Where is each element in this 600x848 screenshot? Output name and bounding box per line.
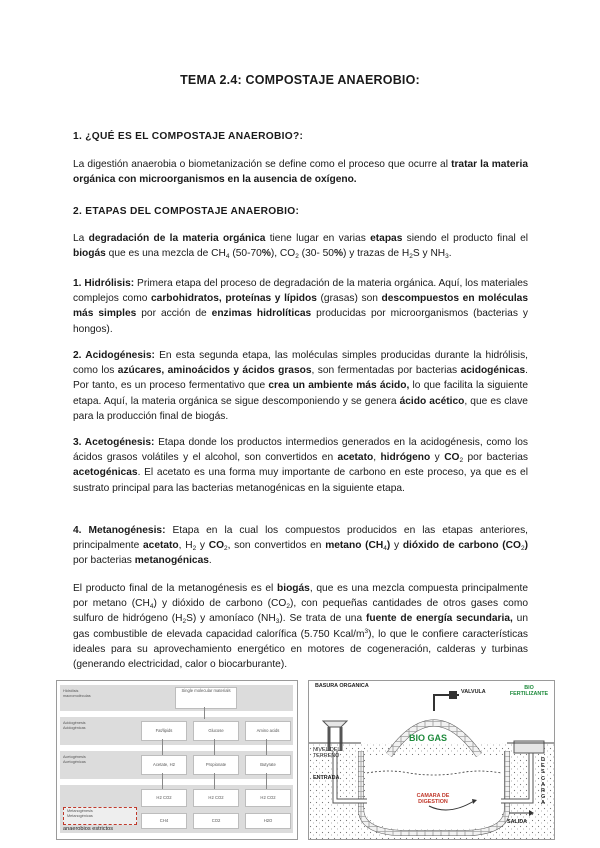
label-basura: BASURA ORGANICA	[315, 683, 369, 689]
diagram-strict-anaerobes-label: anaerobios estrictos	[63, 826, 114, 832]
page-title: TEMA 2.4: COMPOSTAJE ANAEROBIO:	[180, 73, 420, 87]
paragraph-metanogenesis: 4. Metanogénesis: Etapa en la cual los compuestos producidos en las etapas anteriores, principalmente acetato, $H_2$ y $CO_2$, son convertidos en metano $(CH_4)$ y dióxido de carbono $(CO_2)$ por bacterias metanogénicas.	[73, 525, 528, 567]
label-valvula: VALVULA	[461, 689, 486, 695]
chamber-interior	[365, 755, 503, 829]
diagram-cell: H2 CO2	[193, 789, 239, 807]
diagram-label-acidogenesis: Acidogénesis Acidogénicas	[63, 721, 86, 730]
diagram-label-metanogenesis: Metanogénesis Metanogénicas	[67, 809, 93, 818]
diagram-connector	[266, 739, 267, 755]
label-camara-digestion: CAMARA DE DIGESTION	[416, 793, 450, 805]
label-biogas: BIO GAS	[409, 733, 448, 743]
section-heading-1: 1. ¿QUÉ ES EL COMPOSTAJE ANAEROBIO?:	[73, 131, 304, 142]
label-nivel-terreno: NIVEL DEL TERRENO	[313, 747, 341, 759]
diagram-connector	[162, 739, 163, 755]
diagram-cell: Propionate	[193, 755, 239, 775]
diagram-connector	[214, 739, 215, 755]
diagram-label-hidrolisis: Hidrólisis macromoléculas	[63, 689, 91, 698]
diagram-label-acetogenesis: Acetogénesis Acetogénicas	[63, 755, 86, 764]
figure-stages-diagram	[56, 680, 298, 840]
label-descarga: DESCARGA	[541, 757, 546, 807]
paragraph-acidogenesis: 2. Acidogénesis: En esta segunda etapa, las moléculas simples producidas durante la hidrólisis, como los azúcares, aminoácidos y ácidos grasos, son fermentadas por bacterias acidogénicas. Por tanto, es un proceso fermentativo que crea un ambiente más ácido, lo que facilita la siguiente etapa. Aquí, la materia orgánica se sigue descomponiendo y se genera ácido acético, que es clave para la producción final de biogás.	[73, 350, 528, 422]
diagram-cell: CO2	[193, 813, 239, 829]
diagram-cell: Glucose	[193, 721, 239, 741]
diagram-connector	[214, 773, 215, 789]
diagram-cell: Amino acids	[245, 721, 291, 741]
valve-icon	[449, 691, 457, 699]
diagram-cell: H2O	[245, 813, 291, 829]
diagram-cell: Fat/lipids	[141, 721, 187, 741]
label-entrada: ENTRADA	[313, 775, 340, 781]
diagram-cell-top: Single molecular materials	[175, 687, 237, 709]
paragraph-intro: La degradación de la materia orgánica tiene lugar en varias etapas siendo el producto final el biogás que es una mezcla de $CH_4$ (50-70%), $CO_2$ (30- 50%) y trazas de $H_2S$ y $NH_3$.	[73, 233, 529, 261]
diagram-cell: H2 CO2	[141, 789, 187, 807]
figure-biodigester	[308, 680, 555, 840]
diagram-connector	[204, 707, 205, 719]
paragraph-definition: La digestión anaerobia o biometanización se define como el proceso que ocurre al tratar la materia orgánica con microorganismos en la ausencia de oxígeno.	[73, 159, 528, 186]
biodigester-drawing	[309, 681, 554, 839]
paragraph-hidrolisis: 1. Hidrólisis: Primera etapa del proceso de degradación de la materia orgánica. Aquí, los materiales complejos como carbohidratos, proteínas y lípidos (grasas) son descompuestos en moléculas más simples por acción de enzimas hidrolíticas producidas por microorganismos (bacterias y hongos).	[73, 278, 529, 335]
label-bio-fertilizante: BIO FERTILIZANTE	[509, 685, 549, 697]
diagram-cell: Butyrate	[245, 755, 291, 775]
diagram-cell: H2 CO2	[245, 789, 291, 807]
paragraph-acetogenesis: 3. Acetogénesis: Etapa donde los productos intermedios generados en la acidogénesis, como los ácidos grasos volátiles y el alcohol, son convertidos en acetato, hidrógeno y $CO_2$ por bacterias acetogénicas. El acetato es una forma muy importante de carbono en este proceso, ya que es el sustrato principal para las bacterias metanogénicas en la siguiente etapa.	[73, 437, 528, 494]
diagram-cell: Acetate, H2	[141, 755, 187, 775]
label-salida: SALIDA	[507, 819, 528, 825]
section-heading-2: 2. ETAPAS DEL COMPOSTAJE ANAEROBIO:	[73, 206, 300, 217]
paragraph-final-biogas: El producto final de la metanogénesis es el biogás, que es una mezcla compuesta principalmente por metano $(CH_4)$ y dióxido de carbono $(CO_2)$, con pequeñas cantidades de otros gases como sulfuro de hidrógeno $(H_2S)$ y amoníaco $(NH_3)$. Se trata de una fuente de energía secundaria, un gas combustible de elevada capacidad calorífica (5.750 Kcal/$m^3$), lo que le confiere características ideales para su aprovechamiento energético en motores de cogeneración, calderas y turbinas (generando electricidad, calor o biocarburante).	[73, 583, 528, 671]
diagram-cell: CH4	[141, 813, 187, 829]
diagram-connector	[162, 773, 163, 789]
diagram-connector	[266, 773, 267, 789]
